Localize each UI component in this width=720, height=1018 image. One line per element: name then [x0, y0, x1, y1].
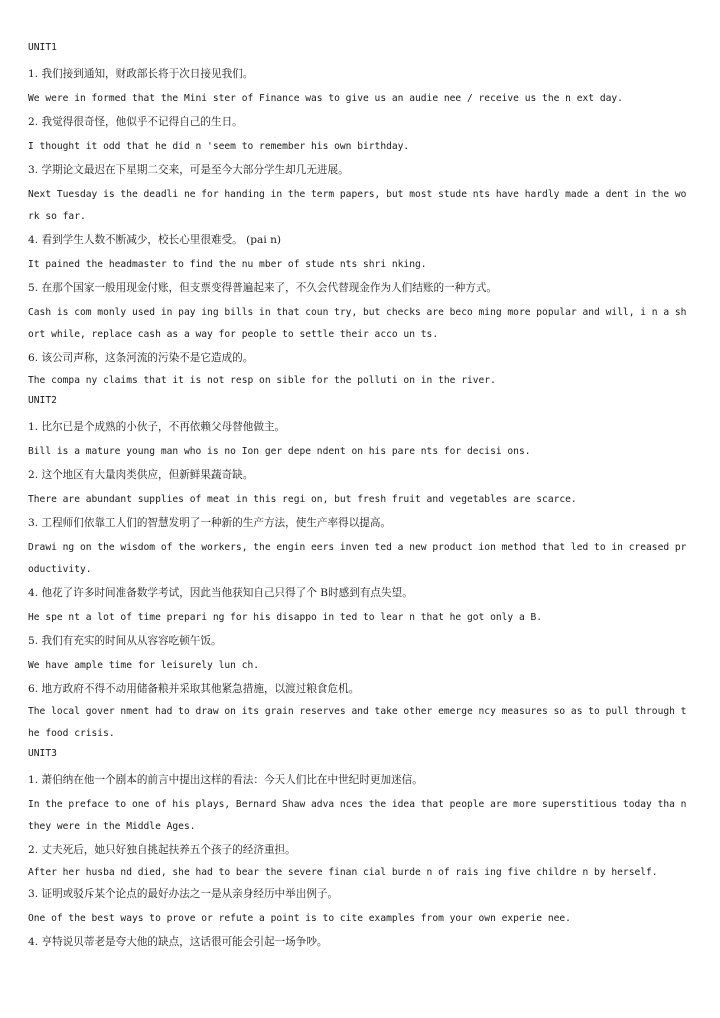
unit-heading: UNIT3: [28, 748, 57, 759]
translation-item: [28, 515, 692, 581]
chinese-sentence: 1. 比尔已是个成熟的小伙子，不再依赖父母替他做主。: [28, 421, 286, 433]
chinese-sentence: 2. 这个地区有大量肉类供应，但新鲜果蔬奇缺。: [28, 469, 254, 481]
english-translation: There are abundant supplies of meat in this regi on, but fresh fruit and vegetables are scarce.: [28, 494, 577, 505]
translation-item: [28, 66, 692, 110]
translation-item: [28, 772, 692, 838]
english-translation: The local gover nment had to draw on its grain reserves and take other emerge ncy measures so as to pull through the food crisis.: [28, 706, 687, 739]
translation-item: [28, 114, 692, 158]
translation-item: [28, 633, 692, 677]
translation-item: [28, 350, 692, 392]
translation-item: [28, 681, 692, 745]
translation-item: [28, 419, 692, 463]
document-body: [28, 41, 692, 956]
translation-item: [28, 232, 692, 276]
english-translation: Next Tuesday is the deadli ne for handing in the term papers, but most stude nts have hardly made a dent in the work so far.: [28, 189, 687, 222]
unit-heading: UNIT1: [28, 42, 57, 53]
translation-item: [28, 842, 692, 884]
chinese-sentence: 1. 萧伯纳在他一个剧本的前言中提出这样的看法：今天人们比在中世纪时更加迷信。: [28, 774, 423, 786]
english-translation: Bill is a mature young man who is no Ion ger depe ndent on his pare nts for decisi ons.: [28, 446, 531, 457]
english-translation: Drawi ng on the wisdom of the workers, the engin eers inven ted a new product ion method that led to in creased productivity.: [28, 542, 687, 575]
chinese-sentence: 3. 工程师们依靠工人们的智慧发明了一种新的生产方法，使生产率得以提高。: [28, 517, 392, 529]
english-translation: The compa ny claims that it is not resp on sible for the polluti on in the river.: [28, 375, 496, 386]
chinese-sentence: 5. 在那个国家一般用现金付账，但支票变得普遍起来了，不久会代替现金作为人们结账的一种方式。: [28, 282, 498, 294]
english-translation: One of the best ways to prove or refute a point is to cite examples from your own experie nee.: [28, 913, 571, 924]
translation-item: [28, 585, 692, 629]
chinese-sentence: 4. 亨特说贝蒂老是夸大他的缺点，这话很可能会引起一场争吵。: [28, 936, 328, 948]
chinese-sentence: 1. 我们接到通知，财政部长将于次日接见我们。: [28, 68, 254, 80]
chinese-sentence: 2. 丈夫死后，她只好独自挑起扶养五个孩子的经济重担。: [28, 844, 296, 856]
translation-item: [28, 934, 692, 950]
unit-heading: UNIT2: [28, 395, 57, 406]
unit-section-1: [28, 41, 692, 392]
chinese-sentence: 5. 我们有充实的时间从从容容吃顿午饭。: [28, 635, 222, 647]
english-translation: We have ample time for leisurely lun ch.: [28, 660, 260, 671]
chinese-sentence: 2. 我觉得很奇怪，他似乎不记得自己的生日。: [28, 116, 243, 128]
chinese-sentence: 3. 学期论文最迟在下星期二交来，可是至今大部分学生却几无进展。: [28, 164, 349, 176]
chinese-sentence: 4. 看到学生人数不断减少，校长心里很难受。 (pai n): [28, 234, 282, 246]
chinese-sentence: 6. 地方政府不得不动用储备粮并采取其他紧急措施，以渡过粮食危机。: [28, 683, 360, 695]
translation-item: [28, 162, 692, 228]
english-translation: Cash is com monly used in pay ing bills in that coun try, but checks are beco ming more popular and will, i n a short while, replace cash as a way for people to settle their acco un ts.: [28, 307, 687, 340]
unit-section-3: [28, 747, 692, 950]
english-translation: He spe nt a lot of time prepari ng for his disappo in ted to lear n that he got only a B.: [28, 612, 543, 623]
translation-item: [28, 886, 692, 930]
english-translation: We were in formed that the Mini ster of Finance was to give us an audie nee / receive us the n ext day.: [28, 93, 623, 104]
chinese-sentence: 6. 该公司声称，这条河流的污染不是它造成的。: [28, 352, 254, 364]
english-translation: I thought it odd that he did n 'seem to remember his own birthday.: [28, 141, 410, 152]
unit-section-2: [28, 394, 692, 745]
chinese-sentence: 4. 他花了许多时间准备数学考试，因此当他获知自己只得了个 B时感到有点失望。: [28, 587, 413, 599]
translation-item: [28, 280, 692, 346]
chinese-sentence: 3. 证明或驳斥某个论点的最好办法之一是从亲身经历中举出例子。: [28, 888, 339, 900]
translation-item: [28, 467, 692, 511]
english-translation: It pained the headmaster to find the nu mber of stude nts shri nking.: [28, 259, 427, 270]
english-translation: In the preface to one of his plays, Bernard Shaw adva nces the idea that people are more superstitious today tha n they were in the Middle Ages.: [28, 799, 687, 832]
english-translation: After her husba nd died, she had to bear the severe finan cial burde n of rais ing five childre n by herself.: [28, 867, 658, 878]
